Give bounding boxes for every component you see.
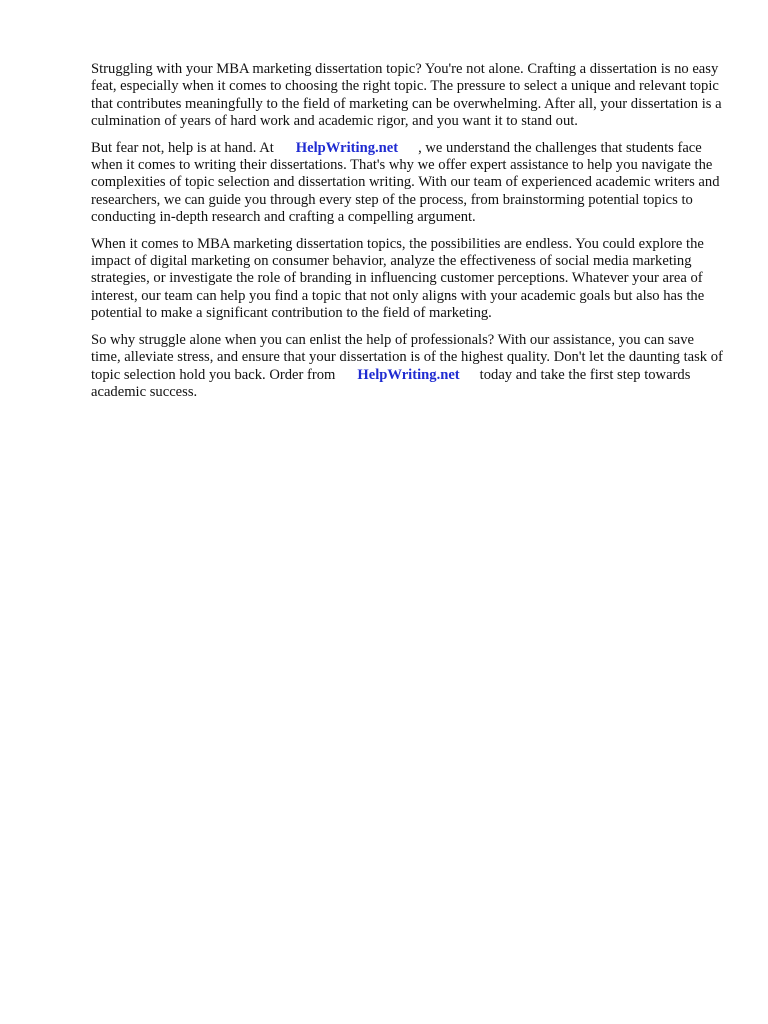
paragraph-help-lead: But fear not, help is at hand. At <box>91 139 274 156</box>
helpwriting-link[interactable]: HelpWriting.net <box>295 139 399 156</box>
paragraph-closing <box>91 332 727 402</box>
paragraph-closing-rest: today and take the first step towards academic success. <box>91 366 691 400</box>
paragraph-help <box>91 140 727 227</box>
paragraph-topics: When it comes to MBA marketing dissertation topics, the possibilities are endless. You could explore the impact of digital marketing on consumer behavior, analyze the effectiveness of social media marketing strategies, or investigate the role of branding in influencing customer perceptions. Whatever your area of interest, our team can help you find a topic that not only aligns with your academic goals but also has the potential to make a significant contribution to the field of marketing. <box>91 235 705 322</box>
helpwriting-link-order[interactable]: HelpWriting.net <box>357 366 460 383</box>
document-body <box>91 61 727 410</box>
paragraph-help-rest: , we understand the challenges that students face when it comes to writing their dissertations. That's why we offer expert assistance to help you navigate the complexities of topic selection and dissertation writing. With our team of experienced academic writers and researchers, we can guide you through every step of the process, from brainstorming potential topics to conducting in-depth research and crafting a compelling argument. <box>91 139 720 226</box>
paragraph-intro: Struggling with your MBA marketing dissertation topic? You're not alone. Crafting a dissertation is no easy feat, especially when it comes to choosing the right topic. The pressure to select a unique and relevant topic that contributes meaningfully to the field of marketing can be overwhelming. After all, your dissertation is a culmination of years of hard work and academic rigor, and you want it to stand out. <box>91 61 722 130</box>
paragraph-closing-lead: So why struggle alone when you can enlist the help of professionals? With our assistance, you can save time, alleviate stress, and ensure that your dissertation is of the highest quality. Don't let the daunting task of topic selection hold you back. Order from <box>91 331 723 383</box>
